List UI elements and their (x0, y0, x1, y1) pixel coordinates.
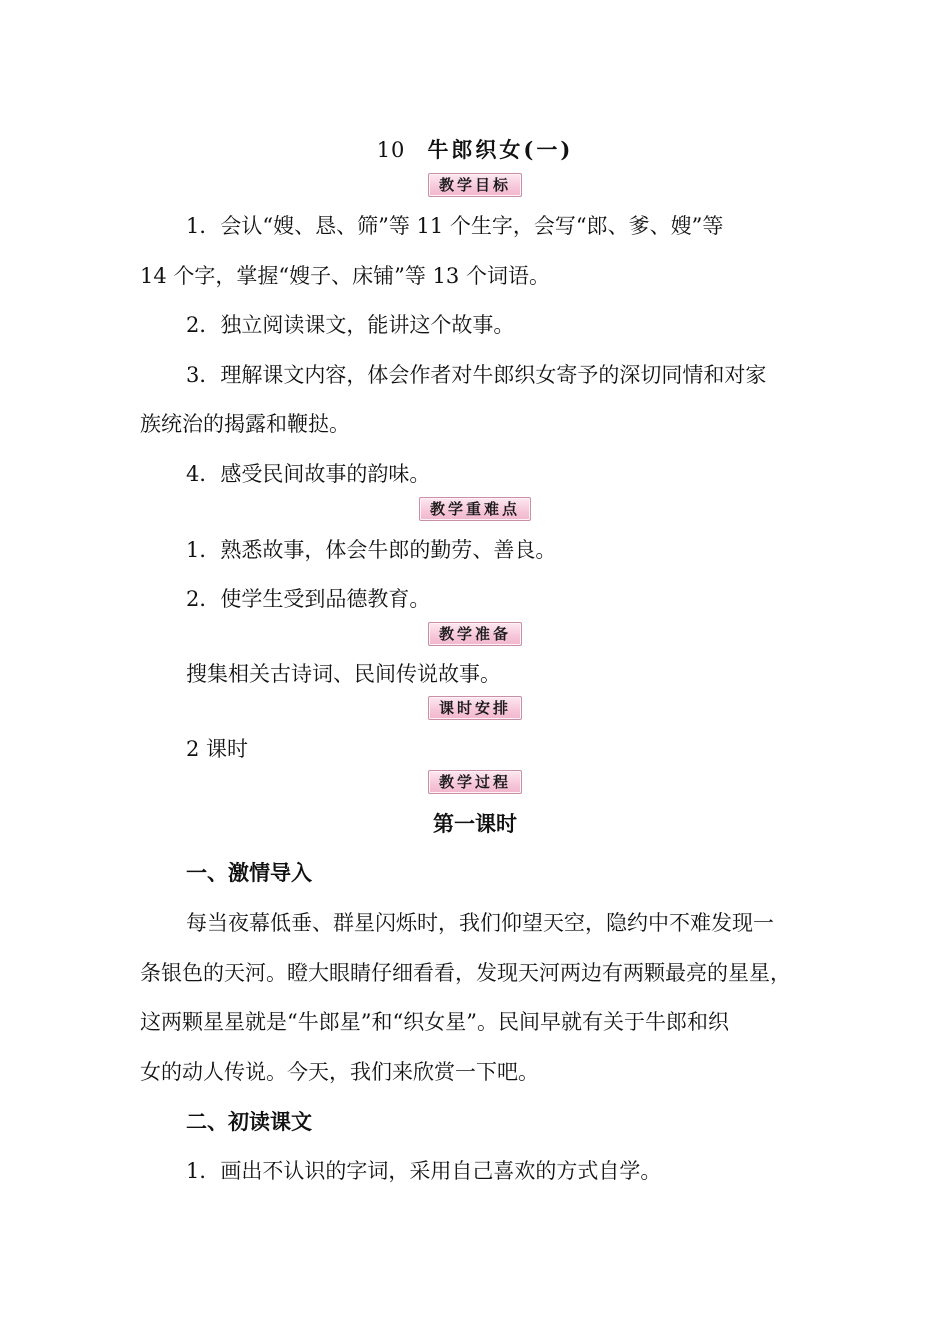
section-1-paragraph-line-3: 这两颗星星就是“牛郎星”和“织女星”。民间早就有关于牛郎和织 (140, 1010, 729, 1034)
key-point-item-2: 2．使学生受到品德教育。 (186, 587, 431, 611)
preparation-badge-wrap (0, 622, 950, 646)
section-2-item-1: 1．画出不认识的字词，采用自己喜欢的方式自学。 (186, 1159, 662, 1183)
lesson-title-text: 牛郎织女(一) (427, 137, 574, 162)
objective-item-4: 4．感受民间故事的韵味。 (186, 462, 431, 486)
process-badge-wrap (0, 770, 950, 794)
section-1-paragraph-line-1: 每当夜幕低垂、群星闪烁时，我们仰望天空，隐约中不难发现一 (186, 911, 774, 935)
schedule-text: 2 课时 (186, 737, 249, 761)
preparation-text: 搜集相关古诗词、民间传说故事。 (186, 662, 501, 686)
section-1-heading: 一、激情导入 (186, 861, 312, 885)
lesson-period-title: 第一课时 (433, 812, 517, 836)
lesson-title (0, 136, 950, 164)
section-1-paragraph-line-4: 女的动人传说。今天，我们来欣赏一下吧。 (140, 1060, 539, 1084)
key-points-badge-wrap (0, 497, 950, 521)
process-badge: 教学过程 (428, 770, 522, 794)
objective-item-3-line-2: 族统治的揭露和鞭挞。 (140, 412, 350, 436)
objective-item-2: 2．独立阅读课文，能讲这个故事。 (186, 313, 515, 337)
schedule-badge-wrap (0, 696, 950, 720)
objectives-badge: 教学目标 (428, 173, 522, 197)
objective-item-1-line-1: 1．会认“嫂、恳、筛”等 11 个生字，会写“郎、爹、嫂”等 (186, 214, 724, 238)
preparation-badge: 教学准备 (428, 622, 522, 646)
schedule-badge: 课时安排 (428, 696, 522, 720)
objective-item-1-line-2: 14 个字，掌握“嫂子、床铺”等 13 个词语。 (140, 264, 550, 288)
section-2-heading: 二、初读课文 (186, 1110, 312, 1134)
objective-item-3-line-1: 3．理解课文内容，体会作者对牛郎织女寄予的深切同情和对家 (186, 363, 767, 387)
lesson-number: 10 (376, 138, 406, 162)
section-1-paragraph-line-2: 条银色的天河。瞪大眼睛仔细看看，发现天河两边有两颗最亮的星星， (140, 961, 791, 985)
objectives-badge-wrap (0, 173, 950, 197)
key-point-item-1: 1．熟悉故事，体会牛郎的勤劳、善良。 (186, 538, 557, 562)
key-points-badge: 教学重难点 (419, 497, 531, 521)
